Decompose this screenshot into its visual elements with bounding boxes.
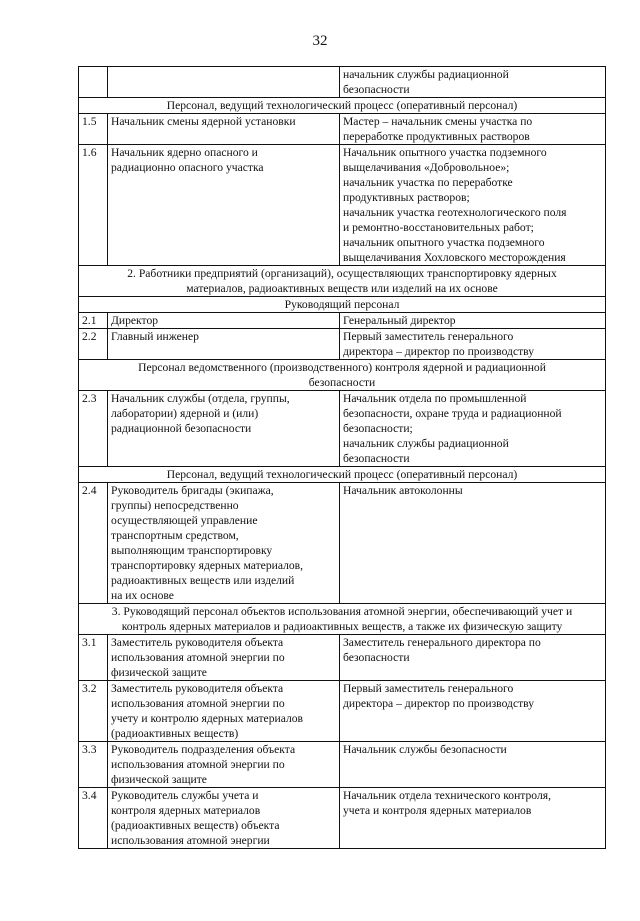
position-line: Заместитель руководителя объекта xyxy=(111,682,284,695)
position-line: осуществляющей управление xyxy=(111,514,258,527)
section-heading xyxy=(79,467,606,483)
position-line: Заместитель руководителя объекта xyxy=(111,636,284,649)
position-line: транспортировку ядерных материалов, xyxy=(111,559,304,572)
item-number: 3.1 xyxy=(79,635,108,681)
title-line: переработке продуктивных растворов xyxy=(343,130,530,143)
title-line: безопасности, охране труда и радиационной xyxy=(343,407,562,420)
title-line: Первый заместитель генерального xyxy=(343,682,514,695)
table-row xyxy=(79,145,606,266)
item-number: 3.2 xyxy=(79,681,108,742)
item-number: 1.6 xyxy=(79,145,108,266)
section-heading xyxy=(79,604,606,635)
position-line: Руководитель бригады (экипажа, xyxy=(111,484,274,497)
item-number: 1.5 xyxy=(79,114,108,145)
section-heading-line: 2. Работники предприятий (организаций), осуществляющих транспортировку ядерных xyxy=(127,267,557,280)
page-number: 32 xyxy=(312,33,328,49)
position-line: Директор xyxy=(111,314,159,327)
title-line: и ремонтно-восстановительных работ; xyxy=(343,221,534,234)
title-line: безопасности xyxy=(343,452,410,465)
title-line: безопасности xyxy=(343,651,410,664)
table-row xyxy=(79,329,606,360)
title-line: начальник службы радиационной xyxy=(343,68,509,81)
title-line: Первый заместитель генерального xyxy=(343,330,514,343)
section-header-row xyxy=(79,467,606,483)
title-cell xyxy=(340,681,606,742)
item-number: 2.1 xyxy=(79,313,108,329)
title-line: безопасности xyxy=(343,83,410,96)
position-line: выполняющим транспортировку xyxy=(111,544,273,557)
title-cell xyxy=(340,742,606,788)
title-line: Начальник отдела технического контроля, xyxy=(343,789,551,802)
position-cell xyxy=(108,681,340,742)
section-header-row xyxy=(79,360,606,391)
position-cell xyxy=(108,391,340,467)
position-cell xyxy=(108,114,340,145)
item-number: 3.3 xyxy=(79,742,108,788)
title-line: выщелачивания «Добровольное»; xyxy=(343,161,510,174)
position-line: радиационно опасного участка xyxy=(111,161,264,174)
position-line: Руководитель подразделения объекта xyxy=(111,743,296,756)
section-heading-line: контроль ядерных материалов и радиоактивных веществ, а также их физическую защиту xyxy=(121,620,563,633)
section-heading xyxy=(79,98,606,114)
section-heading-line: Руководящий персонал xyxy=(284,298,400,311)
section-heading xyxy=(79,297,606,313)
table-row xyxy=(79,67,606,98)
item-number xyxy=(79,67,108,98)
section-header-row xyxy=(79,98,606,114)
position-line: Главный инженер xyxy=(111,330,199,343)
table-row xyxy=(79,742,606,788)
table-row xyxy=(79,391,606,467)
title-line: начальник участка геотехнологического поля xyxy=(343,206,567,219)
title-cell xyxy=(340,635,606,681)
section-heading xyxy=(79,266,606,297)
position-line: радиоактивных веществ или изделий xyxy=(111,574,295,587)
position-line: использования атомной энергии xyxy=(111,834,270,847)
section-heading-line: Персонал ведомственного (производственного) контроля ядерной и радиационной xyxy=(138,361,546,374)
title-cell xyxy=(340,313,606,329)
position-line: (радиоактивных веществ) xyxy=(111,727,239,740)
item-number: 2.4 xyxy=(79,483,108,604)
position-cell xyxy=(108,742,340,788)
title-line: директора – директор по производству xyxy=(343,345,535,358)
title-line: Начальник службы безопасности xyxy=(343,743,507,756)
position-line: Начальник смены ядерной установки xyxy=(111,115,296,128)
position-cell xyxy=(108,145,340,266)
table-row xyxy=(79,788,606,849)
position-cell xyxy=(108,483,340,604)
position-line: радиационной безопасности xyxy=(111,422,252,435)
position-line: использования атомной энергии по xyxy=(111,697,285,710)
title-cell xyxy=(340,329,606,360)
table-body xyxy=(79,67,606,849)
position-line: (радиоактивных веществ) объекта xyxy=(111,819,280,832)
position-cell xyxy=(108,788,340,849)
position-cell xyxy=(108,67,340,98)
title-line: продуктивных растворов; xyxy=(343,191,470,204)
position-line: транспортным средством, xyxy=(111,529,239,542)
section-header-row xyxy=(79,297,606,313)
position-line: контроля ядерных материалов xyxy=(111,804,261,817)
position-line: использования атомной энергии по xyxy=(111,758,285,771)
title-line: Начальник отдела по промышленной xyxy=(343,392,527,405)
title-line: начальник участка по переработке xyxy=(343,176,513,189)
title-cell xyxy=(340,391,606,467)
position-line: Начальник ядерно опасного и xyxy=(111,146,258,159)
position-line: группы) непосредственно xyxy=(111,499,239,512)
position-line: учету и контролю ядерных материалов xyxy=(111,712,304,725)
section-header-row xyxy=(79,604,606,635)
position-cell xyxy=(108,329,340,360)
position-line: на их основе xyxy=(111,589,174,602)
title-cell xyxy=(340,67,606,98)
title-cell xyxy=(340,145,606,266)
title-cell xyxy=(340,483,606,604)
positions-table xyxy=(78,66,606,849)
title-line: Мастер – начальник смены участка по xyxy=(343,115,533,128)
title-line: выщелачивания Хохловского месторождения xyxy=(343,251,566,264)
item-number: 2.3 xyxy=(79,391,108,467)
title-line: Начальник опытного участка подземного xyxy=(343,146,547,159)
position-line: физической защите xyxy=(111,773,207,786)
position-cell xyxy=(108,635,340,681)
position-line: лаборатории) ядерной и (или) xyxy=(111,407,259,420)
table-row xyxy=(79,483,606,604)
title-line: учета и контроля ядерных материалов xyxy=(343,804,532,817)
section-header-row xyxy=(79,266,606,297)
section-heading xyxy=(79,360,606,391)
section-heading-line: Персонал, ведущий технологический процесс (оперативный персонал) xyxy=(166,468,518,481)
table-row xyxy=(79,313,606,329)
title-line: директора – директор по производству xyxy=(343,697,535,710)
section-heading-line: материалов, радиоактивных веществ или изделий на их основе xyxy=(186,282,498,295)
title-line: Генеральный директор xyxy=(343,314,456,327)
section-heading-line: безопасности xyxy=(308,376,376,389)
table-row xyxy=(79,635,606,681)
position-line: Руководитель службы учета и xyxy=(111,789,259,802)
item-number: 2.2 xyxy=(79,329,108,360)
title-cell xyxy=(340,114,606,145)
title-line: начальник опытного участка подземного xyxy=(343,236,545,249)
title-line: Начальник автоколонны xyxy=(343,484,463,497)
title-line: Заместитель генерального директора по xyxy=(343,636,541,649)
position-line: использования атомной энергии по xyxy=(111,651,285,664)
position-cell xyxy=(108,313,340,329)
item-number: 3.4 xyxy=(79,788,108,849)
section-heading-line: Персонал, ведущий технологический процесс (оперативный персонал) xyxy=(166,99,518,112)
table-row xyxy=(79,681,606,742)
title-cell xyxy=(340,788,606,849)
title-line: безопасности; xyxy=(343,422,413,435)
title-line: начальник службы радиационной xyxy=(343,437,509,450)
position-line: физической защите xyxy=(111,666,207,679)
position-line: Начальник службы (отдела, группы, xyxy=(111,392,290,405)
table-row xyxy=(79,114,606,145)
section-heading-line: 3. Руководящий персонал объектов использования атомной энергии, обеспечивающий учет и xyxy=(111,605,573,618)
